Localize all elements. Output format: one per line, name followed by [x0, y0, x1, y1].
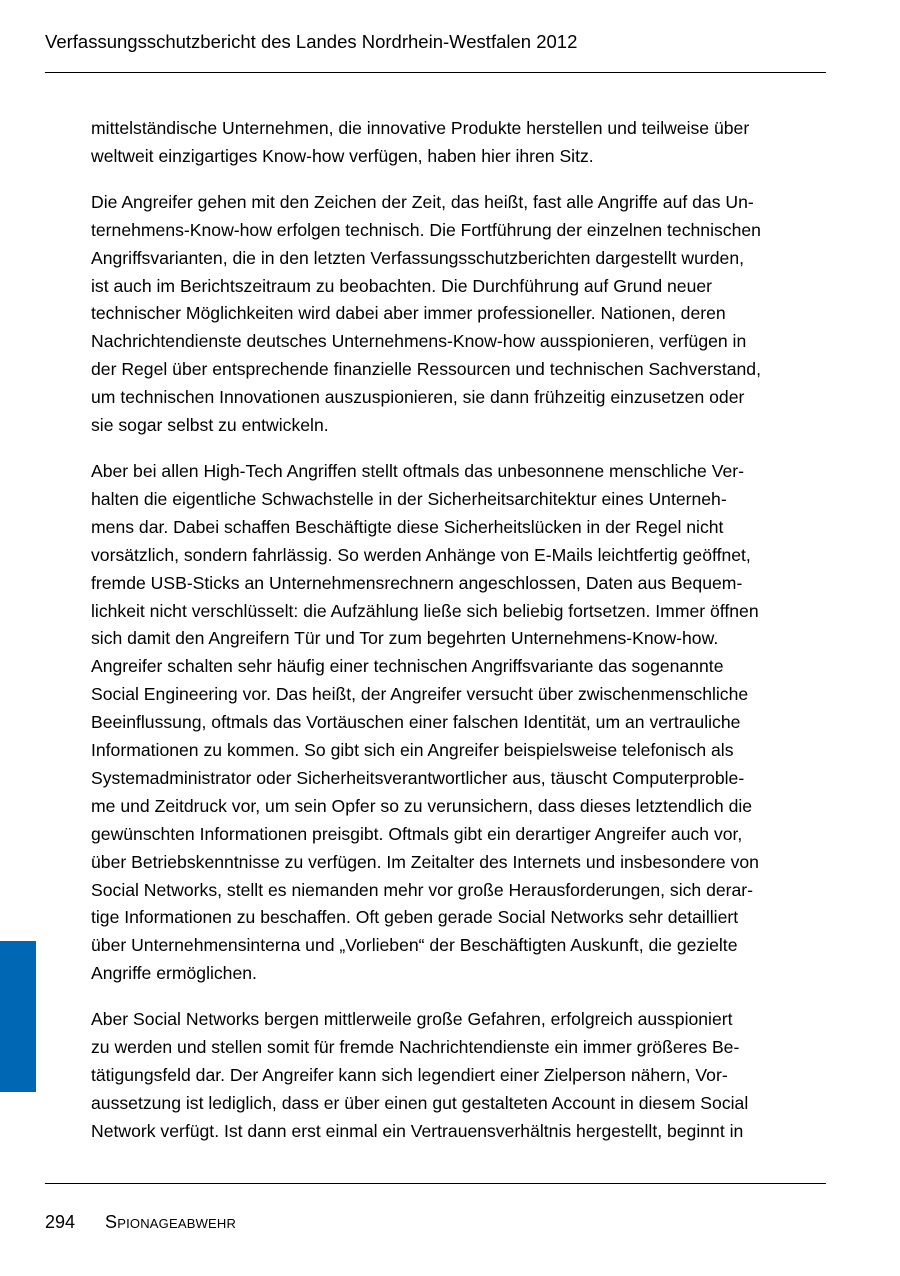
text-line: Nachrichtendienste deutsches Unternehmens-Know-how ausspionieren, verfügen in: [91, 331, 747, 352]
body-text: [91, 115, 831, 1164]
paragraph: [91, 115, 831, 171]
text-line: me und Zeitdruck vor, um sein Opfer so zu verunsichern, dass dieses letztendlich die: [91, 795, 753, 816]
text-line: Network verfügt. Ist dann erst einmal ein Vertrauensverhältnis hergestellt, beginnt in: [91, 1120, 744, 1141]
text-line: sie sogar selbst zu entwickeln.: [91, 415, 329, 436]
text-line: über Unternehmensinterna und „Vorlieben“ der Beschäftigten Auskunft, die gezielte: [91, 935, 738, 956]
text-line: Aber Social Networks bergen mittlerweile große Gefahren, erfolgreich ausspioniert: [91, 1009, 733, 1030]
text-line: über Betriebskenntnisse zu verfügen. Im Zeitalter des Internets und insbesondere von: [91, 851, 759, 872]
text-line: Beeinflussung, oftmals das Vortäuschen einer falschen Identität, um an vertrauliche: [91, 712, 741, 733]
text-line: tige Informationen zu beschaffen. Oft geben gerade Social Networks sehr detailliert: [91, 907, 739, 928]
paragraph: [91, 458, 831, 988]
text-line: Social Engineering vor. Das heißt, der Angreifer versucht über zwischenmenschliche: [91, 684, 749, 705]
page-number: 294: [45, 1212, 76, 1232]
text-line: Angriffsvarianten, die in den letzten Verfassungsschutzberichten dargestellt wurden,: [91, 247, 744, 268]
text-line: Angreifer schalten sehr häufig einer technischen Angriffsvariante das sogenannte: [91, 656, 724, 677]
chapter-tab-marker: [0, 941, 36, 1092]
text-line: fremde USB-Sticks an Unternehmensrechnern angeschlossen, Daten aus Bequem-: [91, 572, 743, 593]
text-line: mens dar. Dabei schaffen Beschäftigte diese Sicherheitslücken in der Regel nicht: [91, 516, 724, 537]
text-line: Systemadministrator oder Sicherheitsverantwortlicher aus, täuscht Computerproble-: [91, 767, 745, 788]
text-line: weltweit einzigartiges Know-how verfügen, haben hier ihren Sitz.: [91, 145, 594, 166]
text-line: der Regel über entsprechende finanzielle Ressourcen und technischen Sachverstand,: [91, 359, 761, 380]
text-line: ist auch im Berichtszeitraum zu beobachten. Die Durchführung auf Grund neuer: [91, 275, 712, 296]
text-line: mittelständische Unternehmen, die innovative Produkte herstellen und teilweise über: [91, 118, 750, 138]
page-header-title: Verfassungsschutzbericht des Landes Nordrhein-Westfalen 2012: [45, 31, 578, 52]
text-line: Aber bei allen High-Tech Angriffen stellt oftmals das unbesonnene menschliche Ver-: [91, 460, 744, 481]
text-line: aussetzung ist lediglich, dass er über einen gut gestalteten Account in diesem Social: [91, 1092, 749, 1113]
text-line: lichkeit nicht verschlüsselt: die Aufzählung ließe sich beliebig fortsetzen. Immer öffnen: [91, 600, 759, 621]
text-line: ternehmens-Know-how erfolgen technisch. Die Fortführung der einzelnen technischen: [91, 219, 761, 240]
text-line: halten die eigentliche Schwachstelle in der Sicherheitsarchitektur eines Unterneh-: [91, 488, 727, 509]
footer-divider: [45, 1183, 826, 1184]
text-line: um technischen Innovationen auszuspionieren, sie dann frühzeitig einzusetzen oder: [91, 387, 745, 408]
text-line: Social Networks, stellt es niemanden mehr vor große Herausforderungen, sich derar-: [91, 879, 754, 900]
text-line: technischer Möglichkeiten wird dabei aber immer professioneller. Nationen, deren: [91, 303, 726, 324]
text-line: Angriffe ermöglichen.: [91, 963, 257, 984]
header-divider: [45, 72, 826, 73]
text-line: zu werden und stellen somit für fremde Nachrichtendienste ein immer größeres Be-: [91, 1037, 740, 1058]
text-line: gewünschten Informationen preisgibt. Oftmals gibt ein derartiger Angreifer auch vor,: [91, 823, 743, 844]
footer-section-title: Spionageabwehr: [105, 1212, 237, 1232]
text-line: Die Angreifer gehen mit den Zeichen der Zeit, das heißt, fast alle Angriffe auf das Un-: [91, 191, 754, 212]
paragraph: [91, 189, 831, 440]
text-line: Informationen zu kommen. So gibt sich ein Angreifer beispielsweise telefonisch als: [91, 740, 734, 761]
text-line: tätigungsfeld dar. Der Angreifer kann sich legendiert einer Zielperson nähern, Vor-: [91, 1065, 728, 1085]
paragraph: [91, 1006, 831, 1146]
text-line: vorsätzlich, sondern fahrlässig. So werden Anhänge von E-Mails leichtfertig geöffnet,: [91, 544, 751, 565]
text-line: sich damit den Angreifern Tür und Tor zum begehrten Unternehmens-Know-how.: [91, 628, 719, 649]
